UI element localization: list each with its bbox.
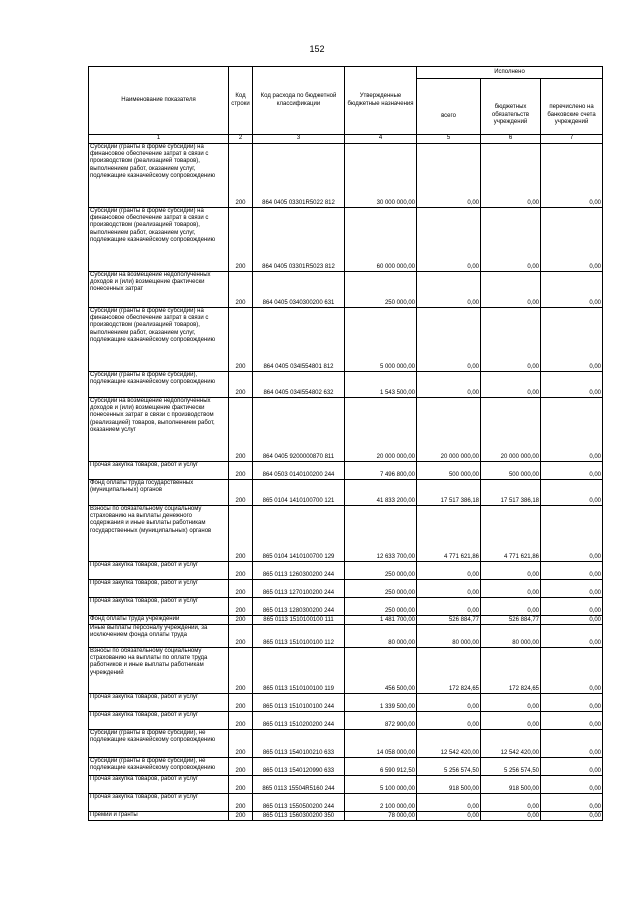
row-line-code: 200 — [229, 776, 253, 794]
row-approved: 456 500,00 — [345, 648, 417, 694]
row-line-code: 200 — [229, 580, 253, 598]
row-executed-bank: 0,00 — [541, 462, 603, 480]
table-row — [89, 144, 603, 208]
column-number: 2 — [229, 135, 253, 144]
row-executed-bank: 0,00 — [541, 712, 603, 730]
table-row — [89, 272, 603, 308]
header-bank-accounts: перечислено на банковские счета учреждений — [541, 79, 603, 135]
row-name: Иные выплаты персоналу учреждений, за исключением фонда оплаты труда — [89, 625, 229, 648]
row-executed-obligations: 0,00 — [481, 208, 541, 272]
header-row-top — [89, 67, 603, 79]
row-approved: 2 100 000,00 — [345, 794, 417, 812]
table-row — [89, 812, 603, 821]
row-name: Фонд оплаты труда учреждений — [89, 616, 229, 625]
column-number-row — [89, 135, 603, 144]
row-name: Субсидии (гранты в форме субсидий) на финансовое обеспечение затрат в связи с производством (реализацией товаров), выполнением работ, оказанием услуг, подлежащие казначейскому сопровождению — [89, 208, 229, 272]
row-line-code: 200 — [229, 480, 253, 506]
row-budget-code: 865 0113 1510100100 119 — [253, 648, 345, 694]
table-row — [89, 648, 603, 694]
row-executed-obligations: 0,00 — [481, 144, 541, 208]
table-row — [89, 208, 603, 272]
row-approved: 20 000 000,00 — [345, 398, 417, 462]
row-line-code: 200 — [229, 398, 253, 462]
row-approved: 80 000,00 — [345, 625, 417, 648]
row-name: Субсидии на возмещение недополученных доходов и (или) возмещение фактически понесенных затрат в связи с производством (реализацией) товаров, выполнением работ, оказанием услуг — [89, 398, 229, 462]
row-budget-code: 865 0113 1550500200 244 — [253, 794, 345, 812]
row-line-code: 200 — [229, 208, 253, 272]
row-budget-code: 865 0113 1510100100 244 — [253, 694, 345, 712]
row-approved: 250 000,00 — [345, 272, 417, 308]
row-approved: 7 496 800,00 — [345, 462, 417, 480]
row-name: Премии и гранты — [89, 812, 229, 821]
row-executed-bank: 0,00 — [541, 372, 603, 398]
row-line-code: 200 — [229, 144, 253, 208]
row-executed-bank: 0,00 — [541, 144, 603, 208]
row-executed-total: 0,00 — [417, 308, 481, 372]
row-line-code: 200 — [229, 648, 253, 694]
row-executed-total: 0,00 — [417, 694, 481, 712]
table-row — [89, 480, 603, 506]
header-line-code: Код строки — [229, 67, 253, 135]
row-name: Субсидии (гранты в форме субсидий) на финансовое обеспечение затрат в связи с производством (реализацией товаров), выполнением работ, оказанием услуг, подлежащие казначейскому сопровождению — [89, 144, 229, 208]
row-line-code: 200 — [229, 272, 253, 308]
row-budget-code: 865 0113 1560300200 350 — [253, 812, 345, 821]
row-executed-obligations: 0,00 — [481, 580, 541, 598]
row-executed-obligations: 0,00 — [481, 712, 541, 730]
row-executed-obligations: 526 884,77 — [481, 616, 541, 625]
row-executed-total: 0,00 — [417, 208, 481, 272]
row-executed-obligations: 172 824,65 — [481, 648, 541, 694]
row-executed-bank: 0,00 — [541, 598, 603, 616]
table-row — [89, 712, 603, 730]
row-executed-obligations: 0,00 — [481, 694, 541, 712]
row-executed-total: 12 542 420,00 — [417, 730, 481, 758]
row-executed-bank: 0,00 — [541, 506, 603, 562]
row-executed-total: 172 824,65 — [417, 648, 481, 694]
table-row — [89, 758, 603, 776]
row-executed-bank: 0,00 — [541, 730, 603, 758]
row-executed-obligations: 918 500,00 — [481, 776, 541, 794]
row-line-code: 200 — [229, 812, 253, 821]
row-executed-total: 0,00 — [417, 580, 481, 598]
row-executed-total: 0,00 — [417, 812, 481, 821]
column-number: 3 — [253, 135, 345, 144]
row-budget-code: 865 0113 1510200200 244 — [253, 712, 345, 730]
row-executed-obligations: 0,00 — [481, 562, 541, 580]
row-budget-code: 864 0405 034I554802 632 — [253, 372, 345, 398]
page-number: 152 — [309, 44, 325, 54]
row-approved: 250 000,00 — [345, 562, 417, 580]
row-budget-code: 865 0113 1260300200 244 — [253, 562, 345, 580]
row-approved: 6 590 912,50 — [345, 758, 417, 776]
row-executed-total: 918 500,00 — [417, 776, 481, 794]
column-number: 4 — [345, 135, 417, 144]
header-budget-code: Код расхода по бюджетной классификации — [253, 67, 345, 135]
row-executed-total: 0,00 — [417, 144, 481, 208]
row-executed-total: 5 256 574,50 — [417, 758, 481, 776]
row-name: Фонд оплаты труда государственных (муниципальных) органов — [89, 480, 229, 506]
row-executed-obligations: 500 000,00 — [481, 462, 541, 480]
row-approved: 1 481 700,00 — [345, 616, 417, 625]
row-approved: 5 100 000,00 — [345, 776, 417, 794]
row-name: Взносы по обязательному социальному страхованию на выплаты денежного содержания и иные выплаты работникам государственных (муниципальных) органов — [89, 506, 229, 562]
table-row — [89, 308, 603, 372]
row-executed-obligations: 0,00 — [481, 372, 541, 398]
row-name: Субсидии на возмещение недополученных доходов и (или) возмещение фактически понесенных затрат — [89, 272, 229, 308]
row-executed-total: 500 000,00 — [417, 462, 481, 480]
row-executed-bank: 0,00 — [541, 648, 603, 694]
header-name: Наименование показателя — [89, 67, 229, 135]
row-name: Субсидии (гранты в форме субсидий), подлежащие казначейскому сопровождению — [89, 372, 229, 398]
row-name: Взносы по обязательному социальному страхованию на выплаты по оплате труда работников и иные выплаты работникам учреждений — [89, 648, 229, 694]
row-budget-code: 864 0405 03301R5023 812 — [253, 208, 345, 272]
row-line-code: 200 — [229, 506, 253, 562]
row-executed-total: 4 771 621,86 — [417, 506, 481, 562]
row-approved: 250 000,00 — [345, 580, 417, 598]
table-row — [89, 730, 603, 758]
row-executed-obligations: 5 256 574,50 — [481, 758, 541, 776]
row-executed-obligations: 12 542 420,00 — [481, 730, 541, 758]
header-approved: Утвержденные бюджетные назначения — [345, 67, 417, 135]
row-budget-code: 865 0113 15504R5160 244 — [253, 776, 345, 794]
row-executed-bank: 0,00 — [541, 208, 603, 272]
row-executed-total: 0,00 — [417, 272, 481, 308]
row-executed-obligations: 4 771 621,86 — [481, 506, 541, 562]
row-executed-obligations: 20 000 000,00 — [481, 398, 541, 462]
row-executed-bank: 0,00 — [541, 758, 603, 776]
row-executed-total: 0,00 — [417, 372, 481, 398]
row-name: Прочая закупка товаров, работ и услуг — [89, 776, 229, 794]
header-executed: Исполнено — [417, 67, 603, 79]
row-approved: 12 633 700,00 — [345, 506, 417, 562]
row-name: Прочая закупка товаров, работ и услуг — [89, 580, 229, 598]
column-number: 7 — [541, 135, 603, 144]
row-name: Субсидии (гранты в форме субсидий), не подлежащие казначейскому сопровождению — [89, 758, 229, 776]
table-row — [89, 616, 603, 625]
row-approved: 1 543 500,00 — [345, 372, 417, 398]
row-name: Прочая закупка товаров, работ и услуг — [89, 712, 229, 730]
row-executed-total: 17 517 386,18 — [417, 480, 481, 506]
table-row — [89, 562, 603, 580]
table-row — [89, 462, 603, 480]
row-budget-code: 865 0113 1270100200 244 — [253, 580, 345, 598]
row-line-code: 200 — [229, 372, 253, 398]
row-executed-bank: 0,00 — [541, 398, 603, 462]
row-name: Субсидии (гранты в форме субсидий), не подлежащие казначейскому сопровождению — [89, 730, 229, 758]
row-name: Прочая закупка товаров, работ и услуг — [89, 598, 229, 616]
row-executed-total: 0,00 — [417, 562, 481, 580]
budget-execution-table — [88, 66, 603, 821]
row-line-code: 200 — [229, 462, 253, 480]
row-budget-code: 865 0113 1540100210 633 — [253, 730, 345, 758]
row-approved: 60 000 000,00 — [345, 208, 417, 272]
row-executed-bank: 0,00 — [541, 694, 603, 712]
row-approved: 1 339 500,00 — [345, 694, 417, 712]
header-budget-obligations: бюджетных обязательств учреждений — [481, 79, 541, 135]
row-executed-bank: 0,00 — [541, 562, 603, 580]
row-line-code: 200 — [229, 712, 253, 730]
row-name: Субсидии (гранты в форме субсидий) на финансовое обеспечение затрат в связи с производством (реализацией товаров), выполнением работ, оказанием услуг, подлежащие казначейскому сопровождению — [89, 308, 229, 372]
row-executed-bank: 0,00 — [541, 308, 603, 372]
row-line-code: 200 — [229, 562, 253, 580]
row-approved: 30 000 000,00 — [345, 144, 417, 208]
row-executed-bank: 0,00 — [541, 480, 603, 506]
row-budget-code: 864 0503 0140100200 244 — [253, 462, 345, 480]
row-name: Прочая закупка товаров, работ и услуг — [89, 794, 229, 812]
table-row — [89, 625, 603, 648]
row-executed-total: 20 000 000,00 — [417, 398, 481, 462]
row-executed-bank: 0,00 — [541, 616, 603, 625]
row-executed-bank: 0,00 — [541, 580, 603, 598]
header-total: всего — [417, 79, 481, 135]
row-approved: 5 000 000,00 — [345, 308, 417, 372]
row-executed-obligations: 17 517 386,18 — [481, 480, 541, 506]
row-executed-total: 0,00 — [417, 712, 481, 730]
row-executed-obligations: 0,00 — [481, 812, 541, 821]
column-number: 5 — [417, 135, 481, 144]
column-number: 1 — [89, 135, 229, 144]
row-budget-code: 865 0113 1510100100 112 — [253, 625, 345, 648]
table-row — [89, 398, 603, 462]
row-approved: 14 058 000,00 — [345, 730, 417, 758]
row-executed-total: 0,00 — [417, 598, 481, 616]
row-executed-bank: 0,00 — [541, 794, 603, 812]
row-approved: 78 000,00 — [345, 812, 417, 821]
table-row — [89, 794, 603, 812]
row-approved: 250 000,00 — [345, 598, 417, 616]
row-executed-bank: 0,00 — [541, 812, 603, 821]
row-executed-bank: 0,00 — [541, 776, 603, 794]
row-executed-bank: 0,00 — [541, 272, 603, 308]
row-executed-obligations: 80 000,00 — [481, 625, 541, 648]
row-budget-code: 865 0113 1280300200 244 — [253, 598, 345, 616]
row-executed-obligations: 0,00 — [481, 794, 541, 812]
row-line-code: 200 — [229, 598, 253, 616]
row-name: Прочая закупка товаров, работ и услуг — [89, 562, 229, 580]
row-executed-total: 0,00 — [417, 794, 481, 812]
row-line-code: 200 — [229, 616, 253, 625]
row-line-code: 200 — [229, 308, 253, 372]
row-approved: 41 833 200,00 — [345, 480, 417, 506]
row-executed-bank: 0,00 — [541, 625, 603, 648]
row-executed-total: 80 000,00 — [417, 625, 481, 648]
table-row — [89, 598, 603, 616]
row-name: Прочая закупка товаров, работ и услуг — [89, 462, 229, 480]
table-row — [89, 776, 603, 794]
row-budget-code: 864 0405 034I554801 812 — [253, 308, 345, 372]
row-budget-code: 865 0113 1540120990 633 — [253, 758, 345, 776]
table-row — [89, 372, 603, 398]
table-row — [89, 506, 603, 562]
row-line-code: 200 — [229, 694, 253, 712]
row-budget-code: 865 0113 1510100100 111 — [253, 616, 345, 625]
row-executed-obligations: 0,00 — [481, 272, 541, 308]
row-line-code: 200 — [229, 730, 253, 758]
row-executed-obligations: 0,00 — [481, 308, 541, 372]
table-row — [89, 580, 603, 598]
row-budget-code: 864 0405 03301R5022 812 — [253, 144, 345, 208]
row-line-code: 200 — [229, 625, 253, 648]
row-line-code: 200 — [229, 794, 253, 812]
table-row — [89, 694, 603, 712]
row-budget-code: 865 0104 1410100700 121 — [253, 480, 345, 506]
row-approved: 872 900,00 — [345, 712, 417, 730]
row-name: Прочая закупка товаров, работ и услуг — [89, 694, 229, 712]
row-budget-code: 865 0104 1410100700 129 — [253, 506, 345, 562]
row-budget-code: 864 0405 0340300200 631 — [253, 272, 345, 308]
row-budget-code: 864 0405 9200000870 811 — [253, 398, 345, 462]
row-executed-total: 526 884,77 — [417, 616, 481, 625]
column-number: 6 — [481, 135, 541, 144]
row-line-code: 200 — [229, 758, 253, 776]
row-executed-obligations: 0,00 — [481, 598, 541, 616]
